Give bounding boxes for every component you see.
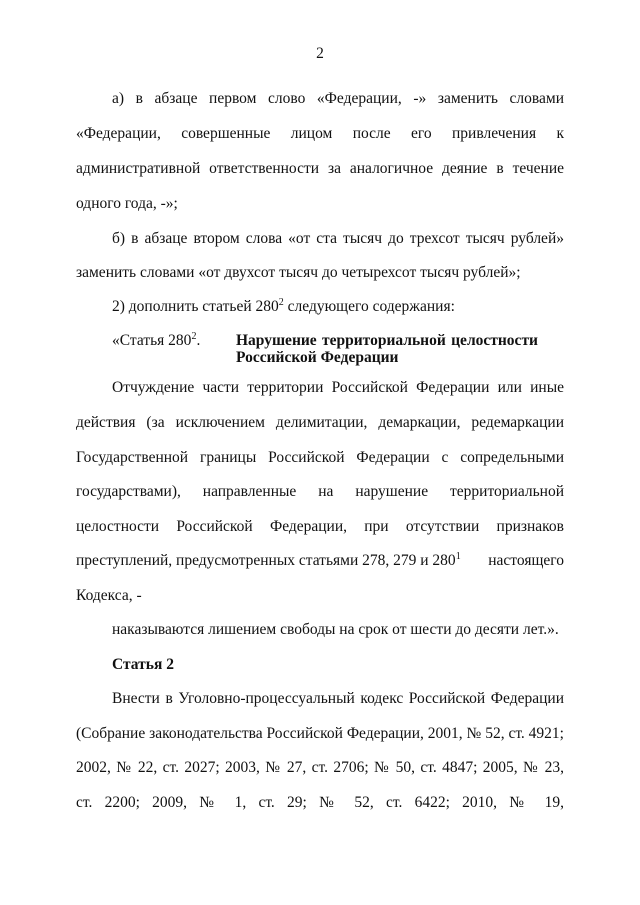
item-a-line-2: «Федерации, совершенные лицом после его привлечения к: [76, 125, 564, 142]
item-a-line-4: одного года, -»;: [76, 195, 178, 212]
body-line-4: государствами), направленные на нарушение территориальной: [76, 483, 564, 500]
item-b-line-2: заменить словами «от двухсот тысяч до четырехсот тысяч рублей»;: [76, 264, 521, 281]
new-article-title-line-1: Нарушение территориальной целостности: [236, 332, 538, 349]
item-a-line-3: административной ответственности за аналогичное деяние в течение: [76, 160, 564, 177]
item-2-line: [112, 297, 564, 317]
body-line-2: действия (за исключением делимитации, демаркации, редемаркации: [76, 414, 564, 431]
body-line-3: Государственной границы Российской Федерации с сопредельными: [76, 449, 564, 466]
item-a-line-1: а) в абзаце первом слово «Федерации, -» заменить словами: [112, 90, 564, 107]
item-2-text-after: следующего содержания:: [283, 298, 455, 315]
body-line-6-text-before: преступлений, предусмотренных статьями 278, 279 и 280: [76, 552, 456, 569]
new-article-label: [112, 331, 200, 351]
body-line-6-text-after: настоящего: [488, 552, 564, 569]
body-line-6: [76, 551, 564, 571]
item-2-superscript: 2: [278, 297, 284, 308]
article-2-line-2: (Собрание законодательства Российской Федерации, 2001, № 52, ст. 4921;: [76, 725, 564, 742]
new-article-title-line-2: Российской Федерации: [236, 349, 399, 366]
item-b-line-1: б) в абзаце втором слова «от ста тысяч до трехсот тысяч рублей»: [112, 230, 564, 247]
body-line-6-text: [76, 551, 461, 571]
body-line-1: Отчуждение части территории Российской Федерации или иные: [112, 379, 564, 396]
new-article-label-superscript: 2: [191, 331, 197, 342]
body-line-6-superscript: 1: [455, 551, 461, 562]
item-2-text: 2) дополнить статьей 280: [112, 298, 279, 315]
article-2-line-1: Внести в Уголовно-процессуальный кодекс Российской Федерации: [112, 690, 564, 707]
body-line-7: Кодекса, -: [76, 587, 142, 604]
new-article-label-dot: .: [196, 332, 201, 349]
body-line-8: наказываются лишением свободы на срок от шести до десяти лет.».: [112, 621, 559, 638]
article-2-line-4: ст. 2200; 2009, № 1, ст. 29; № 52, ст. 6422; 2010, № 19,: [76, 794, 564, 811]
body-line-5: целостности Российской Федерации, при отсутствии признаков: [76, 518, 564, 535]
article-2-heading: Статья 2: [112, 656, 174, 673]
page-number: 2: [316, 45, 324, 62]
article-2-line-3: 2002, № 22, ст. 2027; 2003, № 27, ст. 2706; № 50, ст. 4847; 2005, № 23,: [76, 759, 564, 776]
new-article-label-text: «Статья 280: [112, 332, 192, 349]
